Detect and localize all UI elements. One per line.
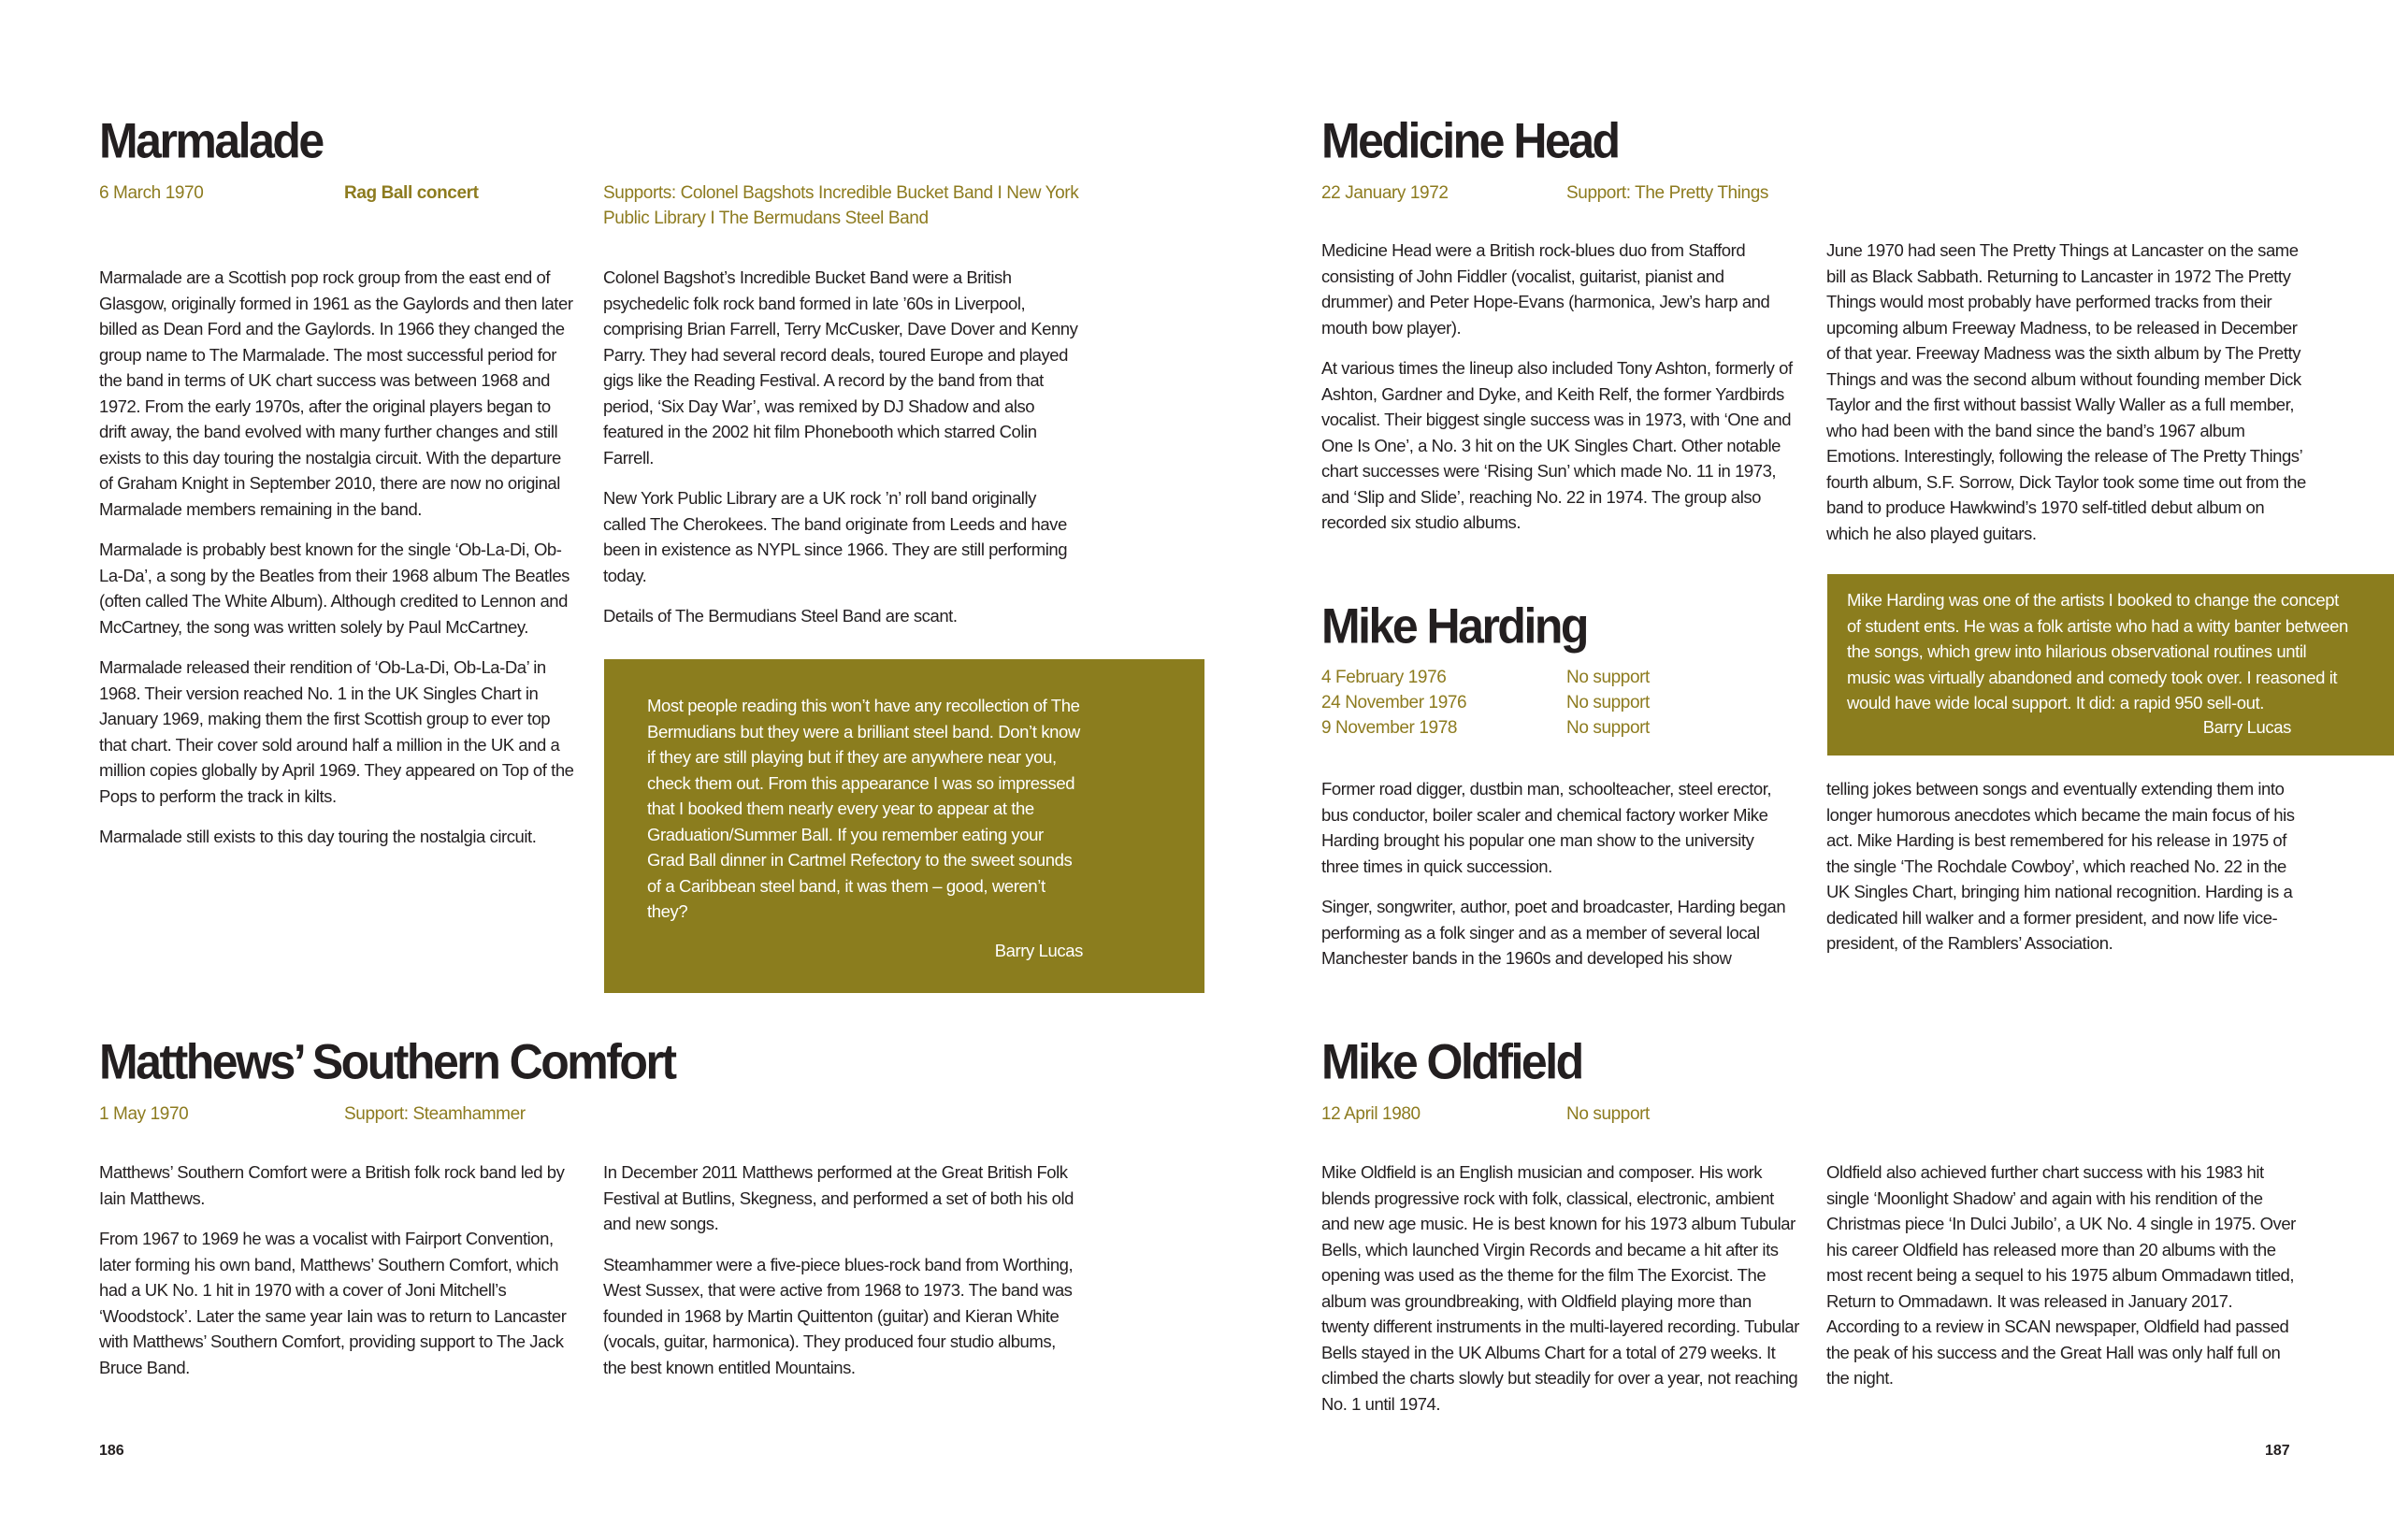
bermudians-quote-box (604, 659, 1204, 993)
mike-oldfield-col2 (1826, 1159, 2303, 1391)
medicine-head-support: Support: The Pretty Things (1566, 183, 1768, 203)
medicine-head-col2 (1826, 237, 2308, 546)
paragraph: Oldfield also achieved further chart success with his 1983 hit single ‘Moonlight Shadow’ and again with his rendition of the Christmas piece ‘In Dulci Jubilo’, a UK No. 4 single in 1975. Over his career Oldfield has released more than 20 albums with the most recent being a sequel to his 1975 album Ommadawn titled, Return to Ommadawn. It was released in January 2017. According to a review in SCAN newspaper, Oldfield had passed the peak of his success and the Great Hall was only half full on the night. (1826, 1162, 2296, 1388)
medicine-head-date: 22 January 1972 (1321, 183, 1449, 203)
quote-attribution: Barry Lucas (2202, 716, 2291, 737)
paragraph: Singer, songwriter, author, poet and broadcaster, Harding began performing as a folk singer and as a member of several local Manchester bands in the 1960s and developed his show (1321, 897, 1786, 968)
page-number-left: 186 (99, 1443, 124, 1459)
marmalade-date: 6 March 1970 (99, 183, 204, 203)
mike-harding-support-1: No support (1566, 668, 1650, 687)
marmalade-event: Rag Ball concert (344, 183, 479, 203)
mike-harding-title: Mike Harding (1321, 597, 1587, 655)
marmalade-col1 (99, 265, 578, 850)
marmalade-title: Marmalade (99, 112, 323, 169)
paragraph: Mike Oldfield is an English musician and composer. His work blends progressive rock with folk, classical, electronic, ambient and new age music. He is best known for his 1973 album Tubular Bells, which launched Virgin Records and became a hit after its opening was used as the theme for the film The Exorcist. The album was groundbreaking, with Oldfield playing more than twenty different instruments in the multi-layered recording. Tubular Bells stayed in the UK Albums Chart for a total of 279 weeks. It climbed the charts slowly but steadily for over a year, not reaching No. 1 until 1974. (1321, 1162, 1799, 1414)
mike-harding-date-1: 4 February 1976 (1321, 668, 1447, 687)
mike-oldfield-col1 (1321, 1159, 1800, 1417)
paragraph: In December 2011 Matthews performed at the Great British Folk Festival at Butlins, Skegness, and performed a set of both his old and new songs. (603, 1162, 1074, 1233)
mike-harding-date-3: 9 November 1978 (1321, 718, 1458, 738)
paragraph: Details of The Bermudians Steel Band are scant. (603, 606, 958, 626)
paragraph: telling jokes between songs and eventually extending them into longer humorous anecdotes which became the main focus of his act. Mike Harding is best remembered for his release in 1975 of the single ‘The Rochdale Cowboy’, which reached No. 22 in the UK Singles Chart, bringing him national recognition. Harding is a dedicated hill walker and a former president, and now life vice-president, of the Ramblers’ Association. (1826, 779, 2295, 953)
quote-text: Most people reading this won’t have any recollection of The Bermudians but they were a brilliant steel band. Don’t know if they are still playing but if they are anywhere near you, check them out. From this appearance I was so impressed that I booked them nearly every year to appear at the Graduation/Summer Ball. If you remember eating your Grad Ball dinner in Cartmel Refectory to the sweet sounds of a Caribbean steel band, it was them – good, weren’t they? (647, 696, 1080, 921)
mike-oldfield-date: 12 April 1980 (1321, 1104, 1421, 1124)
paragraph: New York Public Library are a UK rock ’n’ roll band originally called The Cherokees. The band originate from Leeds and have been in existence as NYPL since 1966. They are still performing today. (603, 488, 1068, 585)
matthews-col1 (99, 1159, 578, 1380)
mike-harding-quote-box (1827, 574, 2394, 756)
quote-attribution: Barry Lucas (994, 940, 1083, 960)
matthews-date: 1 May 1970 (99, 1104, 189, 1124)
paragraph: Matthews’ Southern Comfort were a British folk rock band led by Iain Matthews. (99, 1162, 565, 1208)
paragraph: Marmalade is probably best known for the single ‘Ob-La-Di, Ob-La-Da’, a song by the Beatles from their 1968 album The Beatles (often called The White Album). Although credited to Lennon and McCartney, the song was written solely by Paul McCartney. (99, 540, 570, 637)
medicine-head-title: Medicine Head (1321, 112, 1619, 169)
paragraph: June 1970 had seen The Pretty Things at Lancaster on the same bill as Black Sabbath. Returning to Lancaster in 1972 The Pretty Things would most probably have performed tracks from their upcoming album Freeway Madness, to be released in December of that year. Freeway Madness was the sixth album by The Pretty Things and was the second album without founding member Dick Taylor and the first without bassist Wally Waller as a full member, who had been with the band since the band’s 1967 album Emotions. Interestingly, following the release of The Pretty Things’ fourth album, S.F. Sorrow, Dick Taylor took some time out from the band to produce Hawkwind’s 1970 self-titled debut album on which he also played guitars. (1826, 240, 2306, 543)
paragraph: Steamhammer were a five-piece blues-rock band from Worthing, West Sussex, that were active from 1968 to 1973. The band was founded in 1968 by Martin Quittenton (guitar) and Kieran White (vocals, guitar, harmonica). They produced four studio albums, the best known entitled Mountains. (603, 1254, 1074, 1377)
matthews-col2 (603, 1159, 1082, 1380)
paragraph: Medicine Head were a British rock-blues duo from Stafford consisting of John Fiddler (vocalist, guitarist, pianist and drummer) and Peter Hope-Evans (harmonica, Jew’s harp and mouth bow player). (1321, 240, 1770, 338)
mike-harding-col1 (1321, 776, 1794, 971)
marmalade-support: Supports: Colonel Bagshots Incredible Bucket Band I New York Public Library I The Bermudans Steel Band (603, 183, 1079, 228)
paragraph: Former road digger, dustbin man, schoolteacher, steel erector, bus conductor, boiler scaler and chemical factory worker Mike Harding brought his popular one man show to the university three times in quick succession. (1321, 779, 1772, 876)
paragraph: Marmalade released their rendition of ‘Ob-La-Di, Ob-La-Da’ in 1968. Their version reached No. 1 in the UK Singles Chart in January 1969, making them the first Scottish group to ever top that chart. Their cover sold around half a million in the UK and a million copies globally by April 1969. They appeared on Top of the Pops to perform the track in kilts. (99, 657, 574, 806)
mike-oldfield-title: Mike Oldfield (1321, 1033, 1582, 1090)
mike-harding-support-2: No support (1566, 693, 1650, 712)
mike-harding-support-3: No support (1566, 718, 1650, 738)
page-number-right: 187 (2265, 1443, 2290, 1459)
paragraph: Colonel Bagshot’s Incredible Bucket Band were a British psychedelic folk rock band formed in late ’60s in Liverpool, comprising Brian Farrell, Terry McCusker, Dave Dover and Kenny Parry. They had several record deals, toured Europe and played gigs like the Reading Festival. A record by the band from that period, ‘Six Day War’, was remixed by DJ Shadow and also featured in the 2002 hit film Phonebooth which starred Colin Farrell. (603, 267, 1078, 468)
paragraph: At various times the lineup also included Tony Ashton, formerly of Ashton, Gardner and Dyke, and Keith Relf, the former Yardbirds vocalist. Their biggest single success was in 1973, with ‘One and One Is One’, a No. 3 hit on the UK Singles Chart. Other notable chart successes were ‘Rising Sun’ which made No. 11 in 1973, and ‘Slip and Slide’, reaching No. 22 in 1974. The group also recorded six studio albums. (1321, 358, 1793, 532)
mike-harding-col2 (1826, 776, 2308, 957)
mike-harding-date-2: 24 November 1976 (1321, 693, 1467, 712)
medicine-head-col1 (1321, 237, 1794, 536)
paragraph: Marmalade are a Scottish pop rock group from the east end of Glasgow, originally formed in 1961 as the Gaylords and then later billed as Dean Ford and the Gaylords. In 1966 they changed the group name to The Marmalade. The most successful period for the band in terms of UK chart success was between 1968 and 1972. From the early 1970s, after the original players began to drift away, the band evolved with many further changes and still exists to this day touring the nostalgia circuit. With the departure of Graham Knight in September 2010, there are now no original Marmalade members remaining in the band. (99, 267, 573, 519)
paragraph: From 1967 to 1969 he was a vocalist with Fairport Convention, later forming his own band, Matthews’ Southern Comfort, which had a UK No. 1 hit in 1970 with a cover of Joni Mitchell’s ‘Woodstock’. Later the same year Iain was to return to Lancaster with Matthews’ Southern Comfort, providing support to The Jack Bruce Band. (99, 1229, 567, 1377)
quote-text: Mike Harding was one of the artists I booked to change the concept of student ents. He was a folk artiste who had a witty banter between the songs, which grew into hilarious observational routines until music was virtually abandoned and comedy took over. I reasoned it would have wide local support. It did: a rapid 950 sell-out. (1847, 590, 2348, 712)
paragraph: Marmalade still exists to this day touring the nostalgia circuit. (99, 827, 537, 846)
mike-oldfield-support: No support (1566, 1104, 1650, 1124)
marmalade-col2 (603, 265, 1080, 629)
matthews-title: Matthews’ Southern Comfort (99, 1033, 675, 1090)
matthews-support: Support: Steamhammer (344, 1104, 526, 1124)
